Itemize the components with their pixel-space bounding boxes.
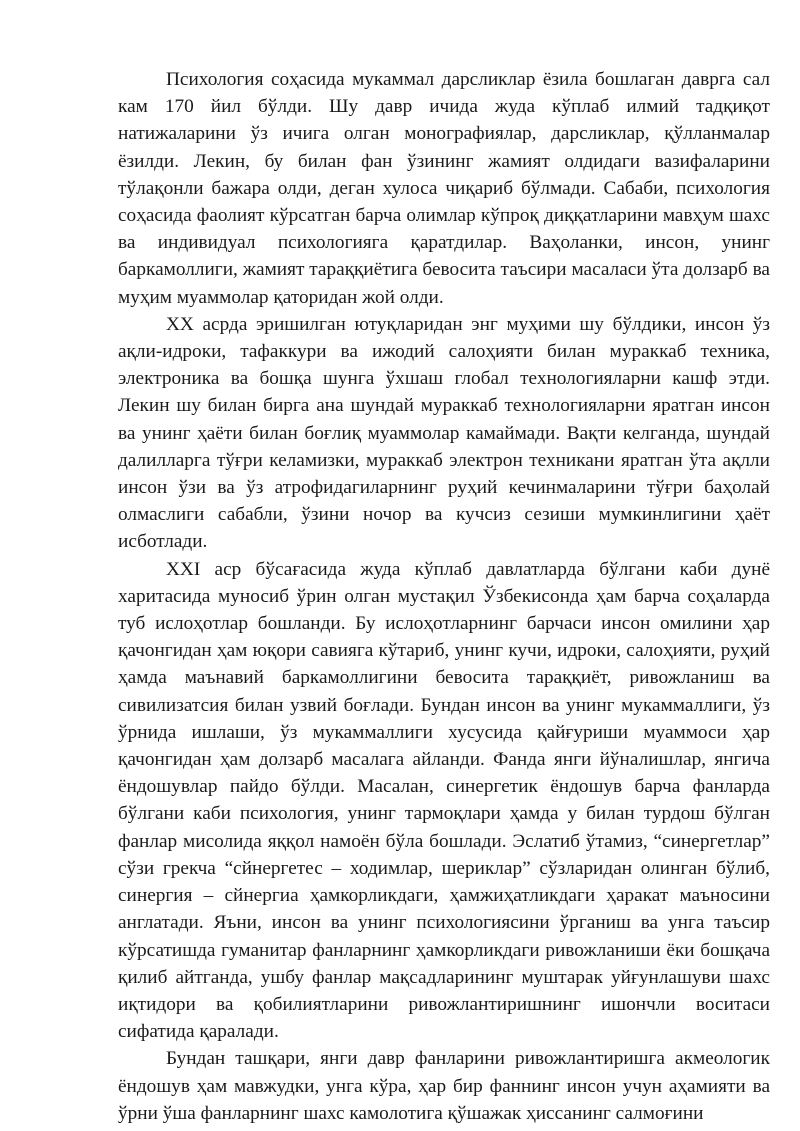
paragraph-2: XX асрда эришилган ютуқларидан энг муҳими шу бўлдики, инсон ўз ақли-идроки, тафаккури ва ижодий салоҳияти билан мураккаб техника, электроника ва бошқа шунга ўхшаш глобал технологияларни кашф этди. Лекин шу билан бирга ана шундай мураккаб технологияларни яратган инсон ва унинг ҳаёти билан боғлиқ муаммолар камаймади. Вақти келганда, шундай далилларга тўғри келамизки, мураккаб электрон техникани яратган ўта ақлли инсон ўзи ва ўз атрофидагиларнинг руҳий кечинмаларини тўғри баҳолай олмаслиги сабабли, ўзини ночор ва кучсиз сезиши мумкинлигини ҳаёт исботлади. <box>118 313 770 553</box>
document-page <box>118 66 770 1127</box>
paragraph-1: Психология соҳасида мукаммал дарсликлар ёзила бошлаган даврга сал кам 170 йил бўлди. Шу давр ичида жуда кўплаб илмий тадқиқот натижаларини ўз ичига олган монографиялар, дарсликлар, қўлланмалар ёзилди. Лекин, бу билан фан ўзининг жамият олдидаги вазифаларини тўлақонли бажара олди, деган хулоса чиқариб бўлмади. Сабаби, психология соҳасида фаолият кўрсатган барча олимлар кўпроқ диққатларини мавҳум шахс ва индивидуал психологияга қаратдилар. Ваҳоланки, инсон, унинг баркамоллиги, жамият тараққиётига бевосита таъсири масаласи ўта долзарб ва муҳим муаммолар қаторидан жой олди. <box>118 69 770 308</box>
paragraph-3: XXI аср бўсағасида жуда кўплаб давлатларда бўлгани каби дунё харитасида муносиб ўрин олган мустақил Ўзбекисонда ҳам барча соҳаларда туб ислоҳотлар бошланди. Бу ислоҳотларнинг барчаси инсон омилини ҳар қачонгидан ҳам юқори савияга кўтариб, унинг кучи, идроки, салоҳияти, руҳий ҳамда маънавий баркамоллигини бевосита тараққиёт, ривожланиш ва сивилизатсия билан узвий боғлади. Бундан инсон ва унинг мукаммаллиги, ўз ўрнида ишлаши, ўз мукаммаллиги хусусида қайғуриши муаммоси ҳар қачонгидан ҳам долзарб масалага айланди. Фанда янги йўналишлар, янгича ёндошувлар пайдо бўлди. Масалан, синергетик ёндошув барча фанларда бўлгани каби психология, унинг тармоқлари ҳамда у билан турдош бўлган фанлар мисолида яққол намоён бўла бошлади. Эслатиб ўтамиз, “синергетлар” сўзи грекча “сйнергетес – ходимлар, шериклар” сўзларидан олинган бўлиб, синергия – сйнергиа ҳамкорликдаги, ҳамжиҳатликдаги ҳаракат маъносини англатади. Яъни, инсон ва унинг психологиясини ўрганиш ва унга таъсир кўрсатишда гуманитар фанларнинг ҳамкорликдаги ривожланиши ёки бошқача қилиб айтганда, ушбу фанлар мақсадларининг муштарак уйғунлашуви шахс иқтидори ва қобилиятларини ривожлантиришнинг ишончли воситаси сифатида қаралади. <box>118 558 770 1043</box>
paragraph-4: Бундан ташқари, янги давр фанларини ривожлантиришга акмеологик ёндошув ҳам мавжудки, унга кўра, ҳар бир фаннинг инсон учун аҳамияти ва ўрни ўша фанларнинг шахс камолотига қўшажак ҳиссанинг салмоғини <box>118 1048 770 1124</box>
